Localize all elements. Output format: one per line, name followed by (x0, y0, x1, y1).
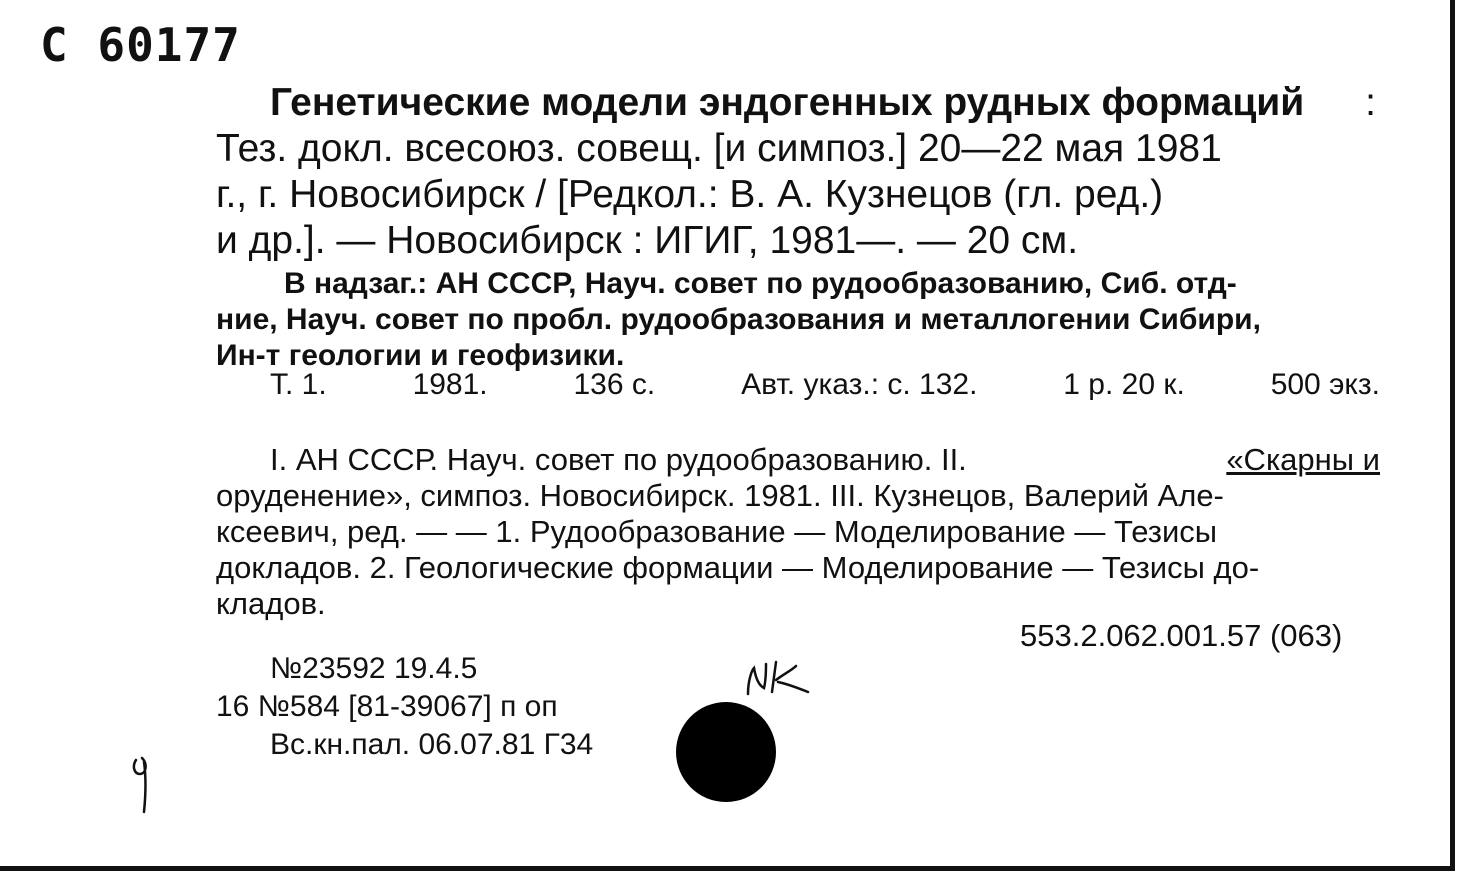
volume-copies: 500 экз. (1270, 368, 1380, 401)
punch-hole (676, 702, 776, 802)
volume-index: Авт. указ.: с. 132. (741, 368, 978, 401)
note-text: Ин-т геологии и геофизики. (216, 339, 625, 372)
accession-block (216, 650, 593, 764)
tracing-text: кладов. (216, 586, 326, 621)
tracing-block (216, 442, 1380, 622)
tracing-text: ксеевич, ред. — — 1. Рудообразование — Моделирование — Тезисы (216, 514, 1218, 549)
handwritten-digit-icon (128, 752, 158, 816)
udc-code: 553.2.062.001.57 (063) (1020, 618, 1343, 653)
tracing-text: I. АН СССР. Науч. совет по рудообразованию. II. (270, 442, 967, 477)
note-line (216, 266, 1380, 302)
title-line-rest: и др.]. — Новосибирск : ИГИГ, 1981—. — 20 см. (216, 219, 1079, 262)
volume-price: 1 р. 20 к. (1063, 368, 1185, 401)
accession-line: №23592 19.4.5 (270, 652, 478, 685)
title-line-1 (216, 80, 1376, 126)
note-line (216, 302, 1380, 338)
title-line-4 (216, 218, 1376, 264)
volume-line (270, 368, 1380, 402)
note-text: В надзаг.: АН СССР, Науч. совет по рудообразованию, Сиб. отд- (284, 267, 1237, 300)
title-text: Генетические модели эндогенных рудных формаций (270, 81, 1305, 124)
title-line-3 (216, 172, 1376, 218)
tracing-text: оруденение», симпоз. Новосибирск. 1981. III. Кузнецов, Валерий Але- (216, 478, 1224, 513)
tracing-line (216, 550, 1380, 586)
accession-line: 16 №584 [81-39067] п оп (216, 690, 558, 723)
tracing-line (216, 442, 1380, 478)
accession-line: Вс.кн.пал. 06.07.81 Г34 (270, 728, 594, 761)
title-line-rest: Тез. докл. всесоюз. совещ. [и симпоз.] 20—22 мая 1981 (216, 127, 1222, 170)
volume-year: 1981. (412, 368, 488, 401)
title-line-rest: г., г. Новосибирск / [Редкол.: В. А. Кузнецов (гл. ред.) (216, 173, 1164, 216)
tracing-text: докладов. 2. Геологические формации — Моделирование — Тезисы до- (216, 550, 1260, 585)
title-line-rest: : (1365, 81, 1376, 124)
title-line-2 (216, 126, 1376, 172)
volume-pages: 136 с. (573, 368, 656, 401)
volume-number: Т. 1. (270, 368, 327, 401)
tracing-line (216, 586, 1380, 622)
note-text: ние, Науч. совет по пробл. рудообразования и металлогении Сибири, (216, 303, 1261, 336)
note-block (216, 266, 1380, 374)
call-number: С 60177 (40, 18, 241, 72)
tracing-line (216, 514, 1380, 550)
tracing-line (216, 478, 1380, 514)
handwritten-mark-icon (742, 654, 816, 700)
title-block (216, 80, 1376, 264)
tracing-underlined: «Скарны и (1226, 442, 1380, 477)
